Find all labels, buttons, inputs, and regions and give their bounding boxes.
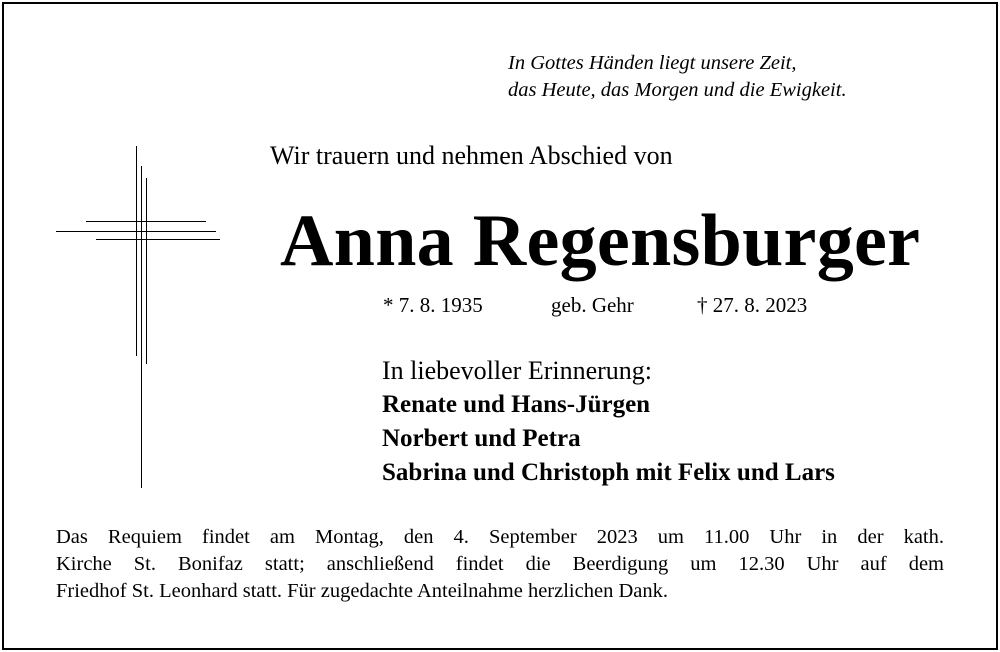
intro-text: Wir trauern und nehmen Abschied von [270,141,673,170]
bible-quote [508,50,847,104]
service-line-1: Das Requiem findet am Montag, den 4. September 2023 um 11.00 Uhr in der kath. [56,526,944,548]
family-member: Norbert und Petra [382,425,581,452]
deceased-name: Anna Regensburger [280,200,921,282]
death-date: † 27. 8. 2023 [697,293,808,317]
service-info [56,524,944,605]
quote-line-2: das Heute, das Morgen und die Ewigkeit. [508,79,847,101]
maiden-name: geb. Gehr [551,293,634,317]
family-member: Sabrina und Christoph mit Felix und Lars [382,459,835,486]
family-member: Renate und Hans-Jürgen [382,391,651,418]
quote-line-1: In Gottes Händen liegt unsere Zeit, [508,52,797,74]
memory-line: In liebevoller Erinnerung: [382,356,653,385]
family-block [382,354,835,490]
cross-icon [56,146,220,488]
birth-date: * 7. 8. 1935 [383,293,483,317]
service-line-2: Kirche St. Bonifaz statt; anschließend findet die Beerdigung um 12.30 Uhr auf dem [56,553,944,575]
service-line-3: Friedhof St. Leonhard statt. Für zugedachte Anteilnahme herzlichen Dank. [56,580,668,602]
